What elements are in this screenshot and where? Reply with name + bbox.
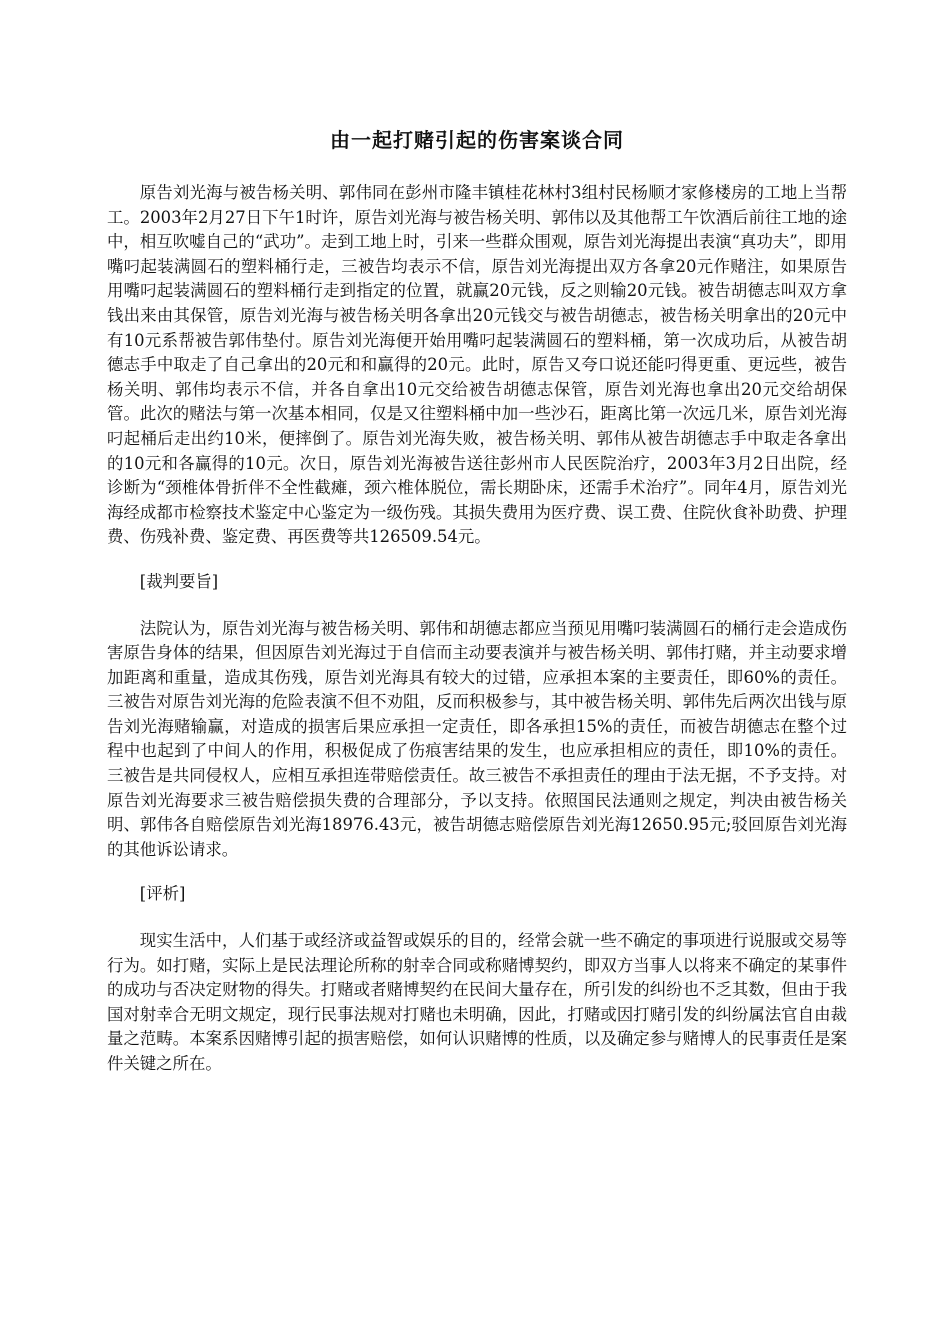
- section-heading-judgment: [裁判要旨]: [139, 571, 219, 591]
- case-facts-paragraph: 原告刘光海与被告杨关明、郭伟同在彭州市隆丰镇桂花林村3组村民杨顺才家修楼房的工地上当帮工。2003年2月27日下午1时许，原告刘光海与被告杨关明、郭伟以及其他帮工午饮酒后前往工地的途中，相互吹嘘自己的“武功”。走到工地上时，引来一些群众围观，原告刘光海提出表演“真功夫”，即用嘴叼起装满圆石的塑料桶行走，三被告均表示不信，原告刘光海提出双方各拿20元作赌注，如果原告用嘴叼起装满圆石的塑料桶行走到指定的位置，就赢20元钱，反之则输20元钱。被告胡德志叫双方拿钱出来由其保管，原告刘光海与被告杨关明各拿出20元钱交与被告胡德志，被告杨关明拿出的20元中有10元系帮被告郭伟垫付。原告刘光海便开始用嘴叼起装满圆石的塑料桶，第一次成功后，从被告胡德志手中取走了自己拿出的20元和和赢得的20元。此时，原告又夸口说还能叼得更重、更远些，被告杨关明、郭伟均表示不信，并各自拿出10元交给被告胡德志保管，原告刘光海也拿出20元交给胡保管。此次的赌法与第一次基本相同，仅是又往塑料桶中加一些沙石，距离比第一次远几米，原告刘光海叼起桶后走出约10米，便摔倒了。原告刘光海失败，被告杨关明、郭伟从被告胡德志手中取走各拿出的10元和各赢得的10元。次日，原告刘光海被告送往彭州市人民医院治疗，2003年3月2日出院，经诊断为“颈椎体骨折伴不全性截瘫，颈六椎体脱位，需长期卧床，还需手术治疗”。同年4月，原告刘光海经成都市检察技术鉴定中心鉴定为一级伤残。其损失费用为医疗费、误工费、住院伙食补助费、护理费、伤残补费、鉴定费、再医费等共126509.54元。: [107, 183, 847, 547]
- section-heading-analysis: [评析]: [139, 884, 186, 904]
- document-title: 由一起打赌引起的伤害案谈合同: [330, 128, 624, 152]
- analysis-paragraph: 现实生活中，人们基于或经济或益智或娱乐的目的，经常会就一些不确定的事项进行说服或交易等行为。如打赌，实际上是民法理论所称的射幸合同或称赌博契约，即双方当事人以将来不确定的某事件的成功与否决定财物的得失。打赌或者赌博契约在民间大量存在，所引发的纠纷也不乏其数，但由于我国对射幸合无明文规定，现行民事法规对打赌也未明确，因此，打赌或因打赌引发的纠纷属法官自由裁量之范畴。本案系因赌博引起的损害赔偿，如何认识赌博的性质，以及确定参与赌博人的民事责任是案件关键之所在。: [107, 931, 847, 1073]
- judgment-paragraph: 法院认为，原告刘光海与被告杨关明、郭伟和胡德志都应当预见用嘴叼装满圆石的桶行走会造成伤害原告身体的结果，但因原告刘光海过于自信而主动要表演并与被告杨关明、郭伟打赌，并主动要求增加距离和重量，造成其伤残，原告刘光海具有较大的过错，应承担本案的主要责任，即60%的责任。三被告对原告刘光海的危险表演不但不劝阻，反而积极参与，其中被告杨关明、郭伟先后两次出钱与原告刘光海赌输赢，对造成的损害后果应承担一定责任，即各承担15%的责任，而被告胡德志在整个过程中也起到了中间人的作用，积极促成了伤痕害结果的发生，也应承担相应的责任，即10%的责任。三被告是共同侵权人，应相互承担连带赔偿责任。故三被告不承担责任的理由于法无据，不予支持。对原告刘光海要求三被告赔偿损失费的合理部分，予以支持。依照国民法通则之规定，判决由被告杨关明、郭伟各自赔偿原告刘光海18976.43元，被告胡德志赔偿原告刘光海12650.95元;驳回原告刘光海的其他诉讼请求。: [107, 618, 847, 859]
- document-page: [107, 115, 847, 1077]
